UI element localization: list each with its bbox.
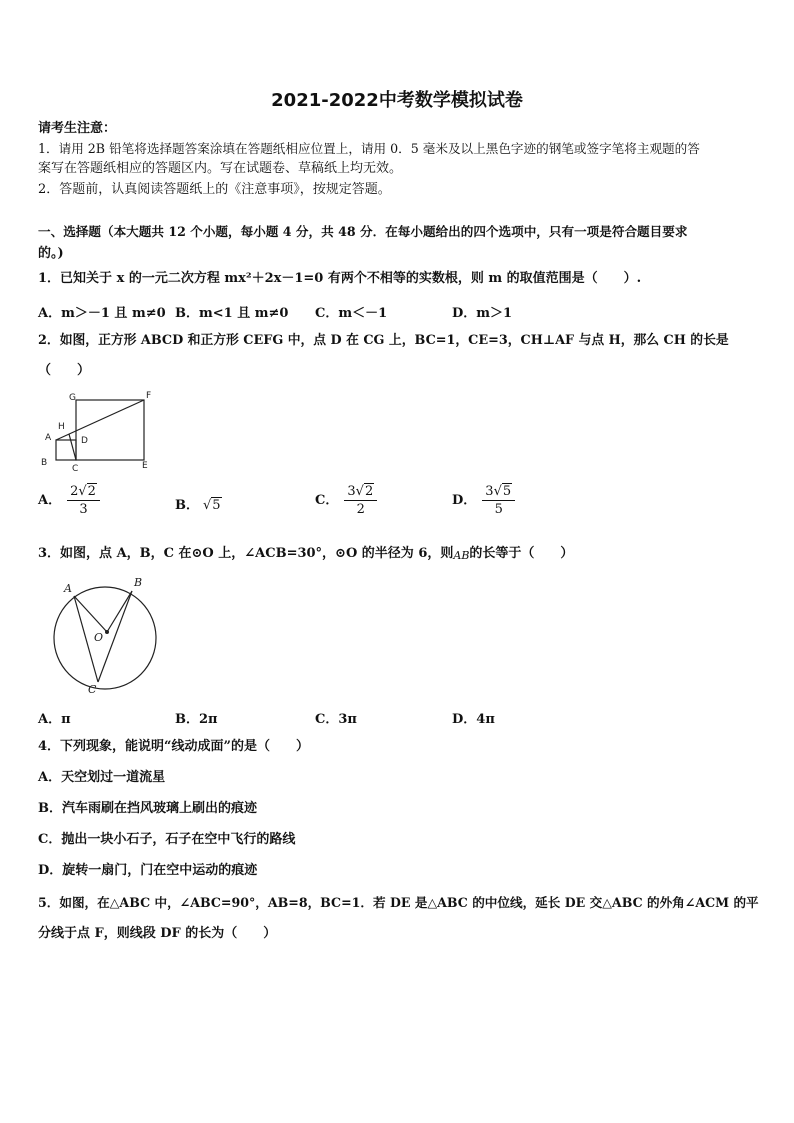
question-1-stem: 1．已知关于 x 的一元二次方程 mx²＋2x－1=0 有两个不相等的实数根，则 m 的取值范围是（ ）. bbox=[38, 271, 642, 286]
option-b-label: B． bbox=[175, 498, 199, 513]
question-2-option-b: B． √5 bbox=[175, 498, 221, 513]
label-f: F bbox=[146, 391, 152, 401]
line-bc bbox=[98, 591, 132, 682]
label-a: A bbox=[64, 582, 72, 595]
option-a-label: A． bbox=[38, 493, 62, 508]
circle-o bbox=[54, 587, 156, 689]
page-title: 2021-2022中考数学模拟试卷 bbox=[271, 90, 523, 111]
question-1-option-c: C．m＜－1 bbox=[315, 306, 388, 321]
label-g: G bbox=[69, 393, 76, 403]
question-4-option-c: C．抛出一块小石子，石子在空中飞行的路线 bbox=[38, 832, 296, 847]
option-d-label: D． bbox=[452, 493, 477, 508]
label-c: C bbox=[88, 683, 97, 696]
option-c-label: C． bbox=[315, 493, 339, 508]
question-2-option-a bbox=[38, 484, 100, 517]
notice-line-1a: 1．请用 2B 铅笔将选择题答案涂填在答题纸相应位置上，请用 0．5 毫米及以上黑色字迹的钢笔或签字笔将主观题的答 bbox=[38, 141, 700, 156]
section-heading-line-2: 的。) bbox=[38, 246, 64, 261]
question-3-option-a: A．π bbox=[38, 712, 71, 727]
question-1-option-a: A．m＞－1 且 m≠0 bbox=[38, 306, 166, 321]
question-2-stem: 2．如图，正方形 ABCD 和正方形 CEFG 中，点 D 在 CG 上，BC=1，CE=3，CH⊥AF 与点 H，那么 CH 的长是 bbox=[38, 333, 729, 348]
notice-heading: 请考生注意： bbox=[38, 121, 117, 136]
label-h: H bbox=[58, 422, 65, 432]
arc-ab: AB bbox=[453, 549, 470, 562]
square-cefg bbox=[76, 400, 144, 460]
option-a-fraction: $\frac{2√2}{3}$ bbox=[67, 484, 100, 517]
question-5-line-2: 分线于点 F，则线段 DF 的长为（ ） bbox=[38, 926, 277, 941]
label-d: D bbox=[81, 436, 88, 446]
notice-line-2: 2．答题前，认真阅读答题纸上的《注意事项》，按规定答题。 bbox=[38, 182, 391, 197]
question-3-option-b: B．2π bbox=[175, 712, 218, 727]
option-c-fraction: $\frac{3√2}{2}$ bbox=[344, 484, 377, 517]
label-b: B bbox=[134, 576, 143, 589]
label-a: A bbox=[45, 433, 52, 443]
question-4-option-b: B．汽车雨刷在挡风玻璃上刷出的痕迹 bbox=[38, 801, 257, 816]
label-o: O bbox=[94, 631, 104, 644]
question-1-option-d: D．m＞1 bbox=[452, 306, 513, 321]
question-4-option-a: A．天空划过一道流星 bbox=[38, 770, 166, 785]
question-2-figure bbox=[36, 388, 156, 472]
question-1-option-b: B．m<1 且 m≠0 bbox=[175, 306, 289, 321]
question-4-stem: 4．下列现象，能说明“线动成面”的是（ ） bbox=[38, 739, 310, 754]
notice-line-1b: 案写在答题纸相应的答题区内。写在试题卷、草稿纸上均无效。 bbox=[38, 161, 403, 176]
label-b: B bbox=[41, 458, 48, 468]
question-3-figure bbox=[52, 574, 162, 696]
question-2-option-c bbox=[315, 484, 377, 517]
question-3-option-d: D．4π bbox=[452, 712, 495, 727]
question-3-stem: 3．如图，点 A，B，C 在⊙O 上，∠ACB=30°，⊙O 的半径为 6，则AB的长等于（ ） bbox=[38, 546, 574, 562]
question-2-paren: （ ） bbox=[38, 363, 91, 378]
line-ch bbox=[69, 434, 76, 460]
question-3-option-c: C．3π bbox=[315, 712, 357, 727]
label-c: C bbox=[72, 464, 79, 472]
question-5-line-1: 5．如图，在△ABC 中，∠ABC=90°，AB=8，BC=1．若 DE 是△ABC 的中位线，延长 DE 交△ABC 的外角∠ACM 的平 bbox=[38, 895, 759, 910]
question-4-option-d: D．旋转一扇门，门在空中运动的痕迹 bbox=[38, 863, 258, 878]
question-2-option-d bbox=[452, 484, 515, 517]
label-e: E bbox=[142, 461, 148, 471]
section-heading-line-1: 一、选择题（本大题共 12 个小题，每小题 4 分，共 48 分．在每小题给出的四个选项中，只有一项是符合题目要求 bbox=[38, 224, 688, 239]
option-d-fraction: $\frac{3√5}{5}$ bbox=[482, 484, 515, 517]
